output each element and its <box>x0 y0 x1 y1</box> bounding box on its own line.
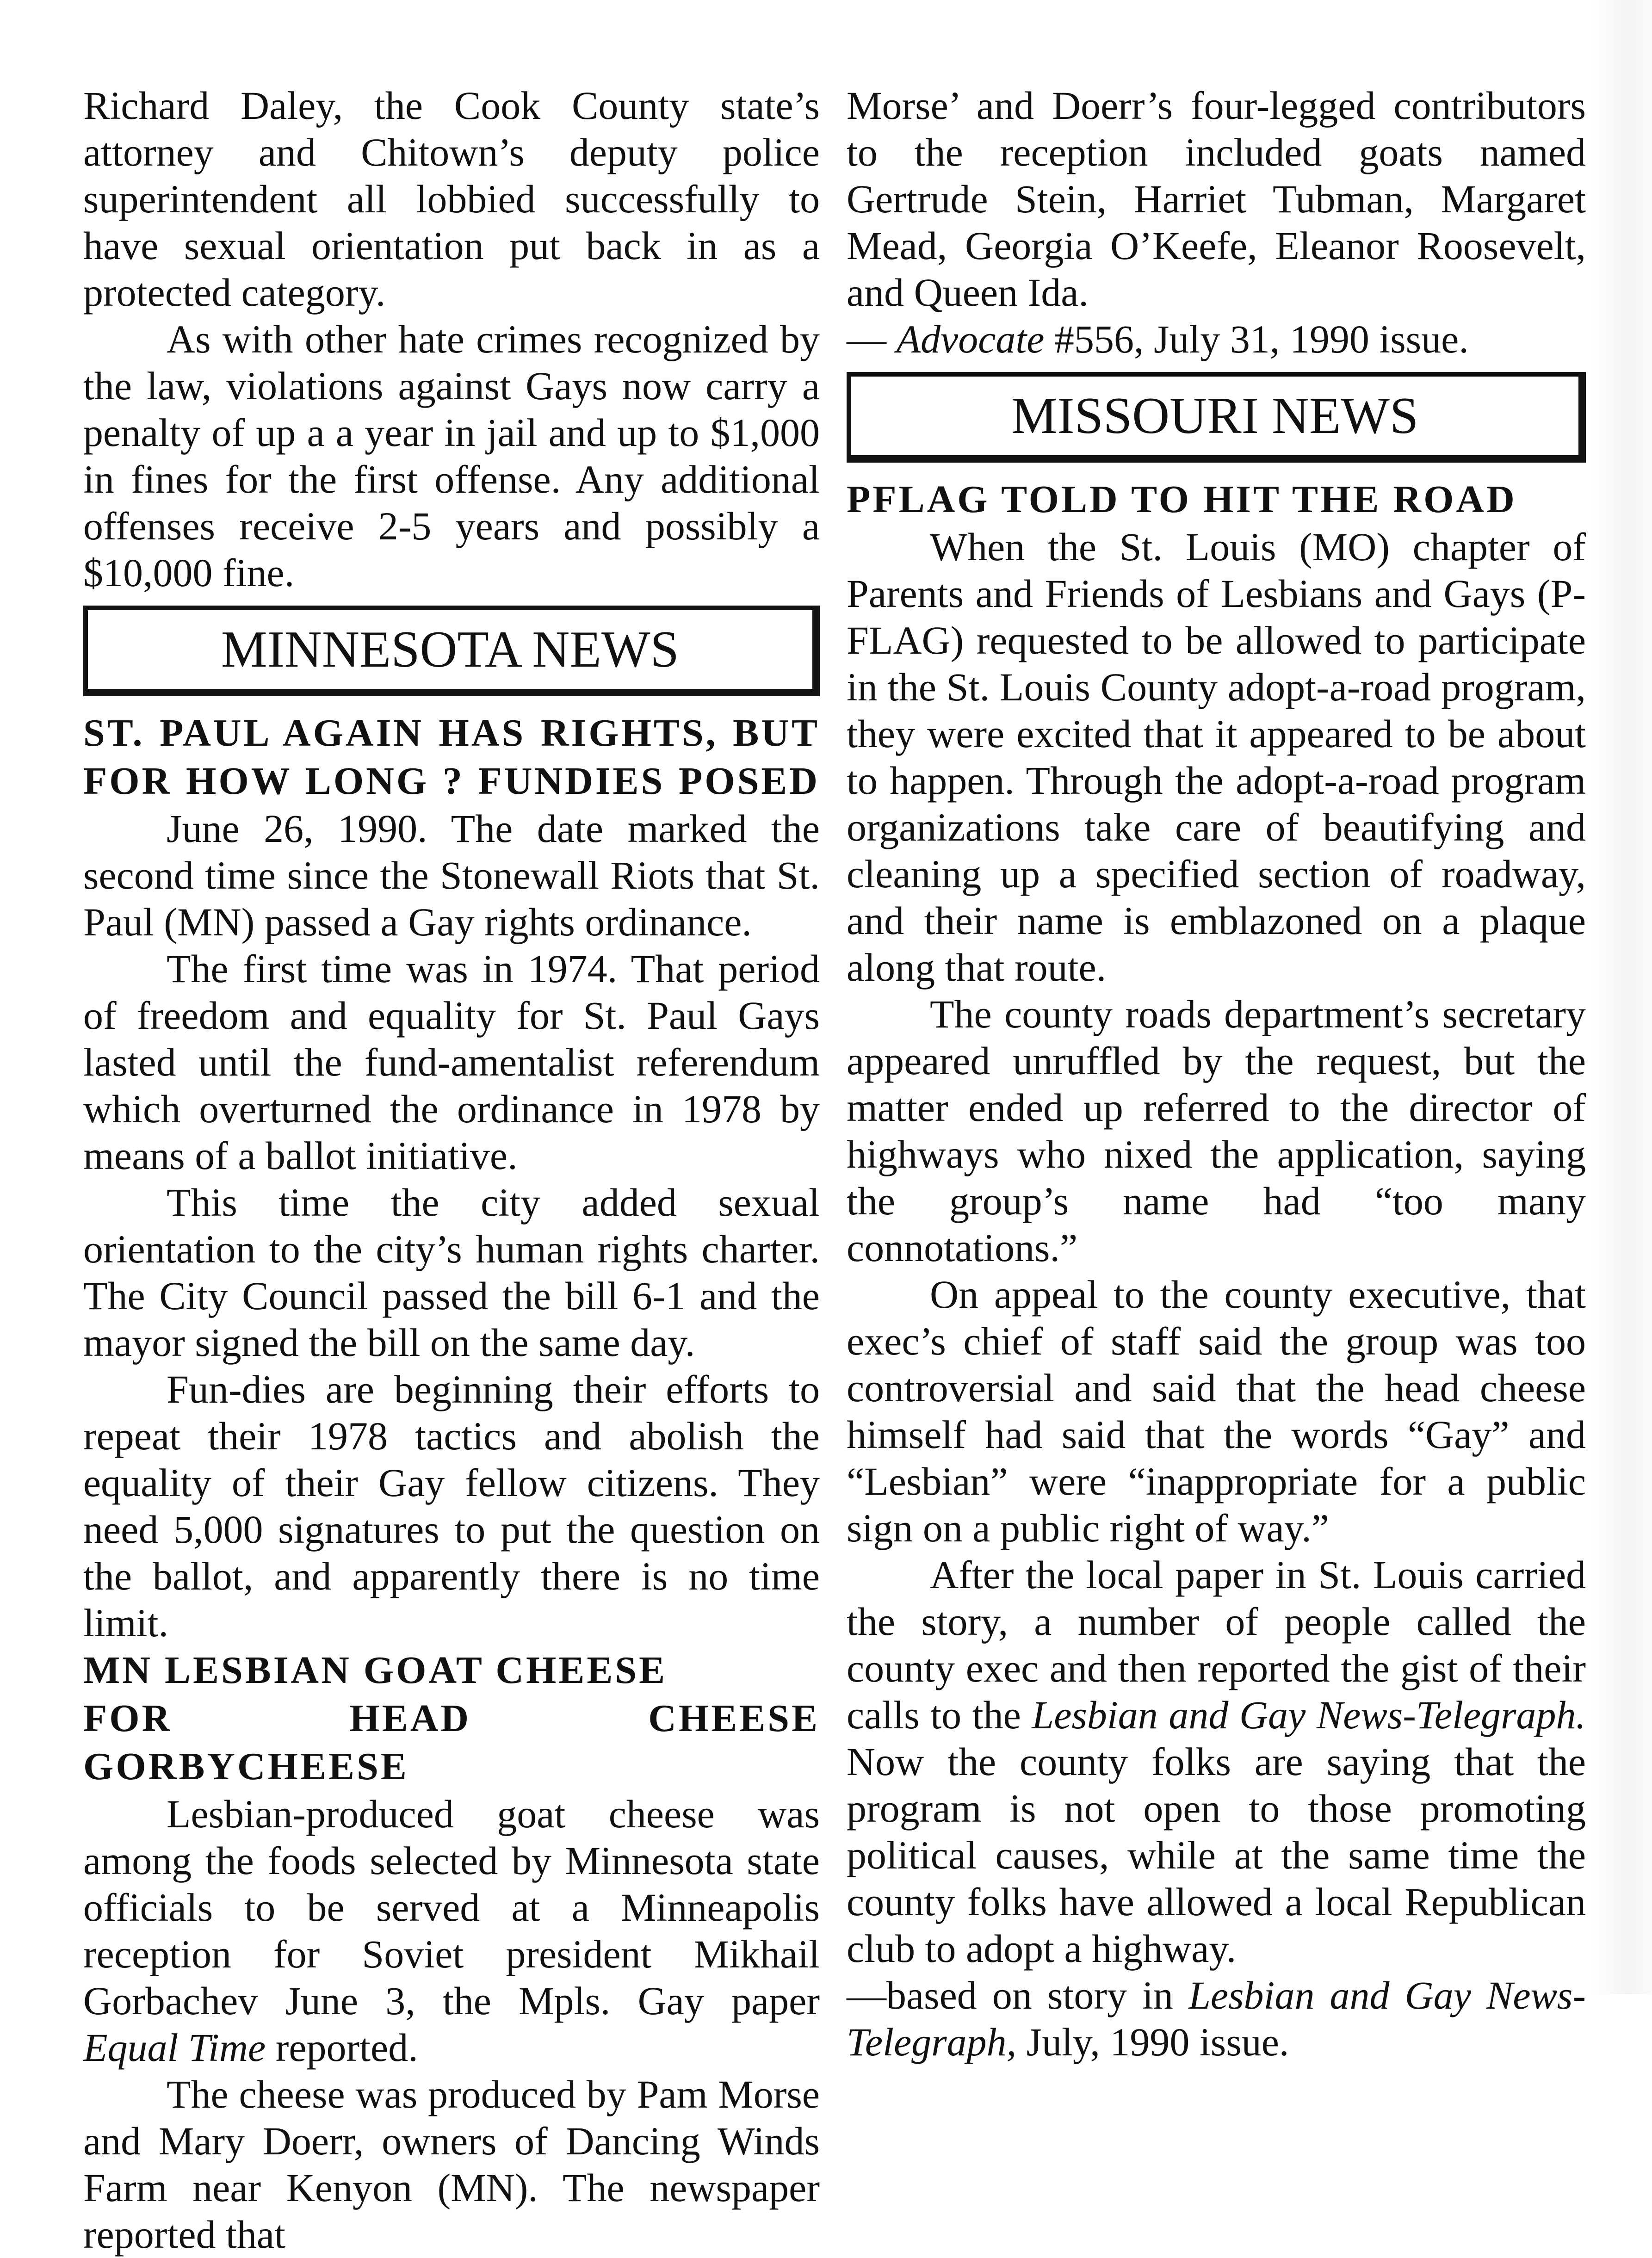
paragraph: The first time was in 1974. That period of freedom and equality for St. Paul Gays lasted until the fund-amentalist referendum which overturned the ordinance in 1978 by means of a ballot initiative. <box>83 947 820 1178</box>
headline: MN LESBIAN GOAT CHEESE <box>83 1649 668 1692</box>
paragraph: The cheese was produced by Pam Morse and Mary Doerr, owners of Dancing Winds Farm near Kenyon (MN). The newspaper reported that <box>83 2072 820 2257</box>
paragraph: As with other hate crimes recognized by the law, violations against Gays now carry a penalty of up a a year in jail and up to $1,000 in fines for the first offense. Any additional offenses receive 2-5 years and possibly a $10,000 fine. <box>83 317 820 595</box>
scan-edge-shadow <box>1592 0 1652 1994</box>
paragraph <box>847 1552 1586 1972</box>
headline: PFLAG TOLD TO HIT THE ROAD <box>847 478 1517 521</box>
paragraph: The county roads department’s secretary appeared unruffled by the request, but the matter ended up referred to the director of highways who nixed the application, saying the group’s name had “too many connotations.” <box>847 992 1586 1270</box>
paragraph: This time the city added sexual orientation to the city’s human rights charter. The City Council passed the bill 6-1 and the mayor signed the bill on the same day. <box>83 1180 820 1365</box>
text: Lesbian-produced goat cheese was among the foods selected by Minnesota state officials to be served at a Minneapolis reception for Soviet president Mikhail Gorbachev June 3, the Mpls. Gay paper <box>83 1792 820 2023</box>
text: reported. <box>266 2025 418 2070</box>
section-title-minnesota: MINNESOTA NEWS <box>83 606 820 696</box>
section-title-missouri: MISSOURI NEWS <box>847 372 1586 463</box>
text: After the local paper in St. Louis carried the story, a number of people called the county exec and then reported the gist of their calls to the <box>847 1553 1586 1737</box>
paragraph: When the St. Louis (MO) chapter of Parents and Friends of Lesbians and Gays (P-FLAG) requested to be allowed to participate in the St. Louis County adopt-a-road program, they were excited that it appeared to be about to happen. Through the adopt-a-road program organizations take care of beautifying and cleaning up a specified section of roadway, and their name is emblazoned on a plaque along that route. <box>847 525 1586 990</box>
paragraph: On appeal to the county executive, that exec’s chief of staff said the group was too controversial and said that the head cheese himself had said that the words “Gay” and “Lesbian” were “inappropriate for a public sign on a public right of way.” <box>847 1272 1586 1550</box>
text: #556, July 31, 1990 issue. <box>1044 317 1469 361</box>
headline: FOR HEAD CHEESE GORBYCHEESE <box>83 1697 820 1788</box>
publication-name: Advocate <box>896 317 1045 361</box>
paragraph: Morse’ and Doerr’s four-legged contributors to the reception included goats named Gertrude Stein, Harriet Tubman, Margaret Mead, Georgia O’Keefe, Eleanor Roosevelt, and Queen Ida. <box>847 83 1586 315</box>
text: — <box>847 317 897 361</box>
text: Now the county folks are saying that the program is not open to those promoting political causes, while at the same time the county folks have allowed a local Republican club to adopt a highway. <box>847 1739 1586 1971</box>
paragraph <box>83 1791 820 2071</box>
source-citation <box>847 316 1586 363</box>
publication-name: Lesbian and Gay News-Telegraph. <box>1032 1693 1586 1737</box>
left-column <box>83 82 820 2258</box>
paragraph: Fun-dies are beginning their efforts to repeat their 1978 tactics and abolish the equality of their Gay fellow citizens. They need 5,000 signatures to put the question on the ballot, and apparently there is no time limit. <box>83 1367 820 1645</box>
publication-name: Lesbian and Gay News-Telegraph, <box>847 1973 1586 2064</box>
text: —based on story in <box>847 1973 1189 2017</box>
publication-name: Equal Time <box>83 2025 266 2070</box>
headline: FOR HOW LONG ? FUNDIES POSED <box>83 760 820 803</box>
headline: ST. PAUL AGAIN HAS RIGHTS, BUT <box>83 711 820 755</box>
source-citation <box>847 1972 1586 2066</box>
right-column <box>847 82 1586 2066</box>
text: July, 1990 issue. <box>1016 2020 1289 2064</box>
paragraph: Richard Daley, the Cook County state’s attorney and Chitown’s deputy police superintendent all lobbied successfully to have sexual orientation put back in as a protected category. <box>83 83 820 315</box>
paragraph: June 26, 1990. The date marked the second time since the Stonewall Riots that St. Paul (MN) passed a Gay rights ordinance. <box>83 806 820 944</box>
